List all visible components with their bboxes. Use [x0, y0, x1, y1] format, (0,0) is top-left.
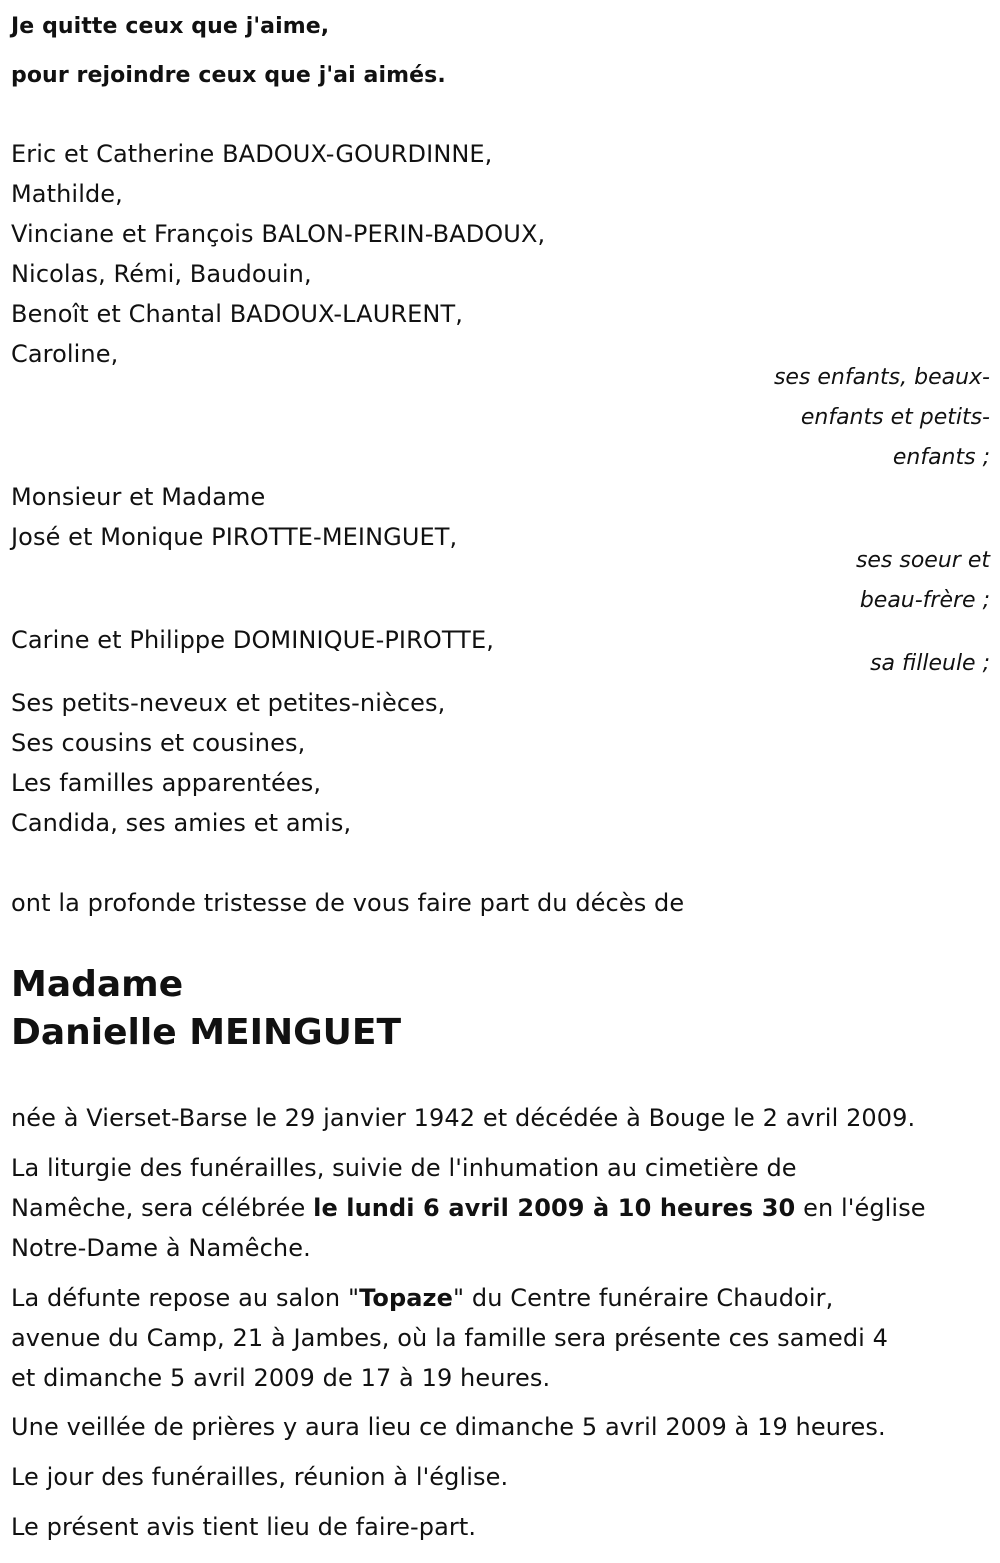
family-line: José et Monique PIROTTE-MEINGUET, [11, 523, 458, 551]
family-line: Carine et Philippe DOMINIQUE-PIROTTE, [11, 626, 494, 654]
rest-line-3: et dimanche 5 avril 2009 de 17 à 19 heures. [11, 1364, 551, 1392]
relation-line: enfants ; [892, 445, 990, 470]
funeral-line-3: Notre-Dame à Namêche. [11, 1234, 311, 1262]
relation-line: beau-frère ; [859, 588, 990, 613]
rest-line-1-post: " du Centre funéraire Chaudoir, [453, 1284, 834, 1312]
rest-line-2: avenue du Camp, 21 à Jambes, où la famille sera présente ces samedi 4 [11, 1324, 889, 1352]
others-line: Ses cousins et cousines, [11, 729, 306, 757]
family-line: Caroline, [11, 340, 119, 368]
meeting: Le jour des funérailles, réunion à l'église. [11, 1463, 509, 1491]
family-line: Nicolas, Rémi, Baudouin, [11, 260, 312, 288]
others-line: Candida, ses amies et amis, [11, 809, 352, 837]
others-line: Les familles apparentées, [11, 769, 322, 797]
others-line: Ses petits-neveux et petites-nièces, [11, 689, 446, 717]
funeral-line-1: La liturgie des funérailles, suivie de l'inhumation au cimetière de [11, 1154, 797, 1182]
family-line: Eric et Catherine BADOUX-GOURDINNE, [11, 140, 493, 168]
deceased-name: Danielle MEINGUET [11, 1012, 402, 1053]
birth-death: née à Vierset-Barse le 29 janvier 1942 et décédée à Bouge le 2 avril 2009. [11, 1104, 916, 1132]
funeral-line-2 [11, 1192, 926, 1224]
relation-line: ses soeur et [855, 548, 990, 573]
epigraph-line-1: Je quitte ceux que j'aime, [11, 14, 330, 39]
family-line: Vinciane et François BALON-PERIN-BADOUX, [11, 220, 546, 248]
family-line: Mathilde, [11, 180, 123, 208]
relation-line: sa filleule ; [870, 651, 990, 676]
notice: Le présent avis tient lieu de faire-part. [11, 1513, 477, 1541]
deceased-title: Madame [11, 964, 184, 1005]
salon-name: Topaze [359, 1284, 453, 1312]
announcement: ont la profonde tristesse de vous faire part du décès de [11, 889, 685, 917]
family-line: Benoît et Chantal BADOUX-LAURENT, [11, 300, 463, 328]
funeral-line-2-pre: Namêche, sera célébrée [11, 1194, 314, 1222]
funeral-date-time: le lundi 6 avril 2009 à 10 heures 30 [313, 1194, 796, 1222]
relation-line: enfants et petits- [800, 405, 990, 430]
relation-line: ses enfants, beaux- [773, 365, 990, 390]
rest-line-1-pre: La défunte repose au salon " [11, 1284, 360, 1312]
vigil: Une veillée de prières y aura lieu ce dimanche 5 avril 2009 à 19 heures. [11, 1413, 886, 1441]
funeral-line-2-post: en l'église [795, 1194, 926, 1222]
family-line: Monsieur et Madame [11, 483, 266, 511]
rest-line-1 [11, 1282, 833, 1314]
epigraph-line-2: pour rejoindre ceux que j'ai aimés. [11, 63, 446, 88]
